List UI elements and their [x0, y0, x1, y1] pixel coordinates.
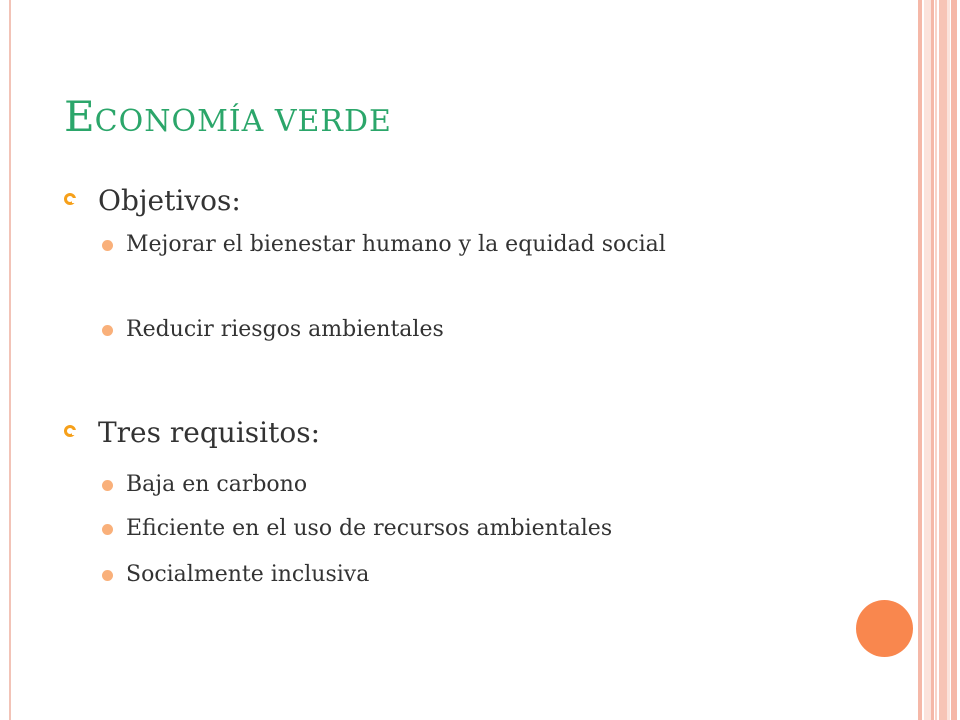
- bullet-dot-icon: [102, 240, 113, 251]
- bullet-dot-icon: [102, 524, 113, 535]
- list-item-text: Eficiente en el uso de recursos ambientales: [126, 516, 613, 541]
- stripe: [924, 0, 931, 720]
- stripe: [931, 0, 934, 720]
- stripe: [951, 0, 957, 720]
- bullet-ring-icon: [64, 193, 76, 205]
- stripe: [935, 0, 937, 720]
- bullet-dot-icon: [102, 570, 113, 581]
- title-rest: CONOMÍA VERDE: [94, 104, 392, 139]
- list-item-text: Socialmente inclusiva: [126, 562, 370, 587]
- list-item-text: Reducir riesgos ambientales: [126, 317, 444, 342]
- list-item-text: Mejorar el bienestar humano y la equidad social: [126, 232, 666, 257]
- bullet-ring-icon: [64, 425, 76, 437]
- stripe: [947, 0, 950, 720]
- bullet-dot-icon: [102, 480, 113, 491]
- title-initial: E: [64, 92, 95, 141]
- bullet-dot-icon: [102, 325, 113, 336]
- right-decorative-stripes: [918, 0, 960, 720]
- section-heading: Objetivos:: [98, 184, 241, 217]
- stripe: [918, 0, 922, 720]
- stripe: [939, 0, 947, 720]
- list-item-text: Baja en carbono: [126, 472, 308, 497]
- left-margin-line: [9, 0, 11, 720]
- section-heading: Tres requisitos:: [98, 416, 321, 449]
- orange-circle-decoration: [856, 600, 913, 657]
- slide-title: [64, 92, 392, 141]
